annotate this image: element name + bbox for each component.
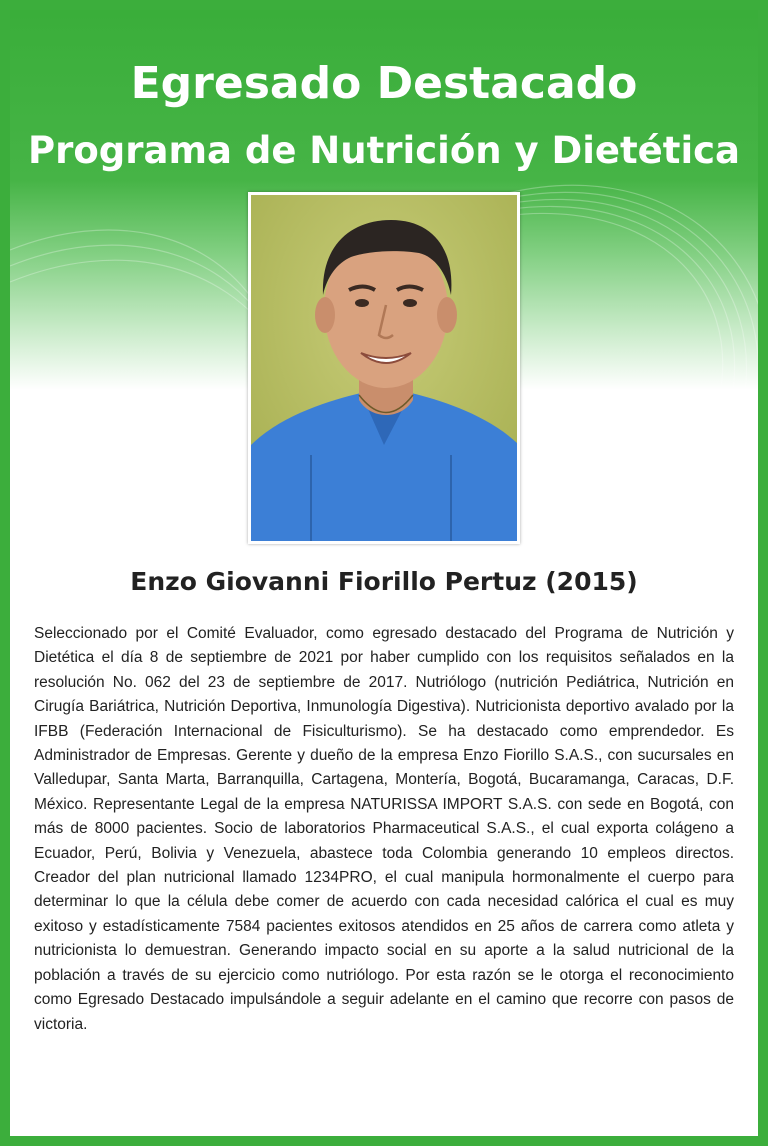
graduate-description: Seleccionado por el Comité Evaluador, como egresado destacado del Programa de Nutrición y Dietética el día 8 de septiembre de 2021 por haber cumplido con los requisitos señalados en la resolución No. 062 del 23 de septiembre de 2017. Nutriólogo (nutrición Pediátrica, Nutrición en Cirugía Bariátrica, Nutrición Deportiva, Inmunología Digestiva). Nutricionista deportivo avalado por la IFBB (Federación Internacional de Fisiculturismo). Se ha destacado como emprendedor. Es Administrador de Empresas. Gerente y dueño de la empresa Enzo Fiorillo S.A.S., con sucursales en Valledupar, Santa Marta, Barranquilla, Cartagena, Montería, Bogotá, Bucaramanga, Caracas, D.F. México. Representante Legal de la empresa NATURISSA IMPORT S.A.S. con sede en Bogotá, con más de 8000 pacientes. Socio de laboratorios Pharmaceutical S.A.S., el cual exporta colágeno a Ecuador, Perú, Bolivia y Venezuela, abastece toda Colombia generando 10 empleos directos. Creador del plan nutricional llamado 1234PRO, el cual manipula hormonalmente el cuerpo para determinar lo que la célula debe comer de acuerdo con cada necesidad calórica el cual es muy exitoso y estadísticamente 7584 pacientes exitosos atendidos en 25 años de carrera como atleta y nutricionista lo demuestran. Generando impacto social en su aporte a la salud nutricional de la población a través de su ejercicio como nutriólogo. Por esta razón se le otorga el reconocimiento como Egresado Destacado impulsándole a seguir adelante en el camino que recorre con pasos de victoria. [34, 625, 734, 1033]
portrait-photo-icon [251, 195, 517, 541]
graduate-name: Enzo Giovanni Fiorillo Pertuz (2015) [130, 567, 638, 596]
page-title: Egresado Destacado [130, 58, 638, 109]
program-subtitle: Programa de Nutrición y Dietética [27, 129, 741, 172]
graduate-photo [248, 192, 520, 544]
